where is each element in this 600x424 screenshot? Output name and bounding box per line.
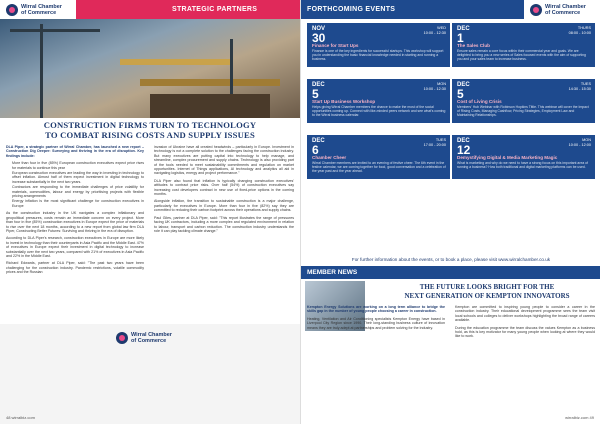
event-description: Members' Hub Webinar with Robinson Hopkins Tittle. This webinar will cover the Impact of Rising Costs, Managing Cashflow, Pricing Strategies, Employment Law and Maintaining Relationships. [457,105,589,117]
article-lead: DLA Piper, a strategic partner of Wirral Chamber, has launched a new report – Construction Dig Deeper: Surveying and thriving in the era of disruption. Key findings include: [6,145,144,158]
event-description: Ensure sales remain a core focus within their commercial year and goals. We are delighted to bring you a new series of Sales focused events with the aim of supporting you and your sales team to increase business. [457,49,586,61]
article-column-2 [154,145,294,321]
event-card[interactable] [452,135,595,179]
ad-logo: Wirral Chamber of Commerce [116,332,172,344]
paragraph: As the construction industry in the UK navigates a complex inflationary and geopolitical pressures, costs remain an immediate concern on every project. More than four in five (85%) construction executives in Europe expect the price of materials to rise over the next 18 months, according to a new report from global law firm DLA Piper, Constructing Better Futures: Surviving and thriving in the era of disruption. [6,211,144,233]
event-day: 30 [312,31,326,45]
event-title: Start Up Business Workshop [312,99,376,104]
event-title: Finance for Start Ups [312,43,359,48]
paragraph: Richard Edwards, partner at DLA Piper, said: "The past two years have been challenging for the construction industry. Pandemic restrictions, volatile commodity prices and the Russian [6,261,144,275]
event-card[interactable] [452,79,595,123]
event-description: Helps giving Wirral Chamber members the chance to make the most of the social opportunities coming up. Connect with like-minded peers network and see what's coming to the Wirral business calendar. [312,105,446,117]
chamber-logo: Wirral Chamber of Commerce [524,0,600,19]
event-day: 5 [457,87,464,101]
events-further-info: For further information about the events, or to book a place, please visit www.wirralchamber.co.uk [351,257,551,262]
event-weekday: THURS [577,26,591,30]
chamber-logo-icon [6,4,18,16]
event-time: 08:00 - 10:00 [568,30,591,35]
paragraph: Heating, Ventilation and Air Conditioning specialists Kempton Energy have based in Liverpool City Region since 1990. Their long-standing business culture of innovation means they are truly adept at partnerships and problem solving for the industry. [307,316,445,330]
page-folio-right: wirralbiz.com 49 [565,415,594,420]
event-month: DEC [457,138,470,144]
paragraph: According to DLA Piper's research, construction executives in Europe are more likely to invest in technology than their counterparts in Asia Pacific and the Middle East. 47% of executives in Europe expect their investment in digital technology to increase substantially over the next two years, compared with 21% of executives in Asia Pacific and 22% in the Middle East. [6,236,144,258]
event-description: Wirral Chamber members are invited to an evening of festive cheer. The 6th event in the festive calendar, we are coming together for food, good conversation and a celebration of the year past and the year ahead. [312,161,446,173]
news-column-1 [307,305,445,417]
chamber-logo-icon [116,332,128,344]
logo-line1: Wirral Chamber [21,3,62,10]
event-day: 1 [457,31,464,45]
event-time: 17:00 - 20:00 [423,142,446,147]
event-month: DEC [457,26,470,32]
event-title: Chamber Cheer [312,155,347,160]
logo-line2: of Commerce [21,9,57,16]
event-weekday: TUES [435,138,446,142]
paragraph: DLA Piper also found that inflation is typically changing construction executives' attitudes to contract price risks. Over half (54%) of construction executives say increasing cost developers contract in new use of fixed-price options in the coming months. [154,178,294,197]
member-news-bar: MEMBER NEWS [301,266,600,279]
events-grid [301,19,600,255]
news-headline: THE FUTURE LOOKS BRIGHT FOR THE NEXT GENERATION OF KEMPTON INNOVATORS [404,283,570,300]
chamber-logo-icon [530,4,542,16]
event-description: Finance is one of the key ingredients for successful startups. This workshop will support you in understanding the basic financial knowledge needed in starting and running a business. [312,49,444,61]
paragraph: During the education programme the team discuss the values Kempton as a business hold, as this is key motivator for many young people when looking at where they would like to work. [455,325,595,339]
event-weekday: WED [437,26,446,30]
list-item: • More than four in five (85%) European construction executives expect price rises for materials to continue this year [12,161,144,170]
article-headline: CONSTRUCTION FIRMS TURN TO TECHNOLOGY TO COMBAT RISING COSTS AND SUPPLY ISSUES [43,120,257,140]
section-title: STRATEGIC PARTNERS [172,6,258,13]
key-findings-list [12,161,144,208]
event-day: 6 [312,143,319,157]
event-time: 10:00 - 12:30 [423,86,446,91]
event-month: NOV [312,26,326,32]
news-column-2 [455,305,595,417]
paragraph: invasion of Ukraine have all created headwinds – particularly in Europe. Investment in technology is not a complete solution to the challenges facing the construction industry. But many executives are putting capital into technology to help manage, and streamline, complex procurement and supply chains. Technology is also providing part of the tools needed to meet sustainability commitments and regulation on market opportunities. Internet of Things applications, AI technology and analytics all aid in navigating logistics, energy and project performance." [154,145,294,176]
list-item: • Contractors are responding to the immediate challenges of price volatility for materials, commodities, labour and energy by prioritising projects with flexible pricing arrangements [12,185,144,198]
chamber-logo [0,0,76,19]
list-item: • European construction executives are leading the way in investing in technology to offset inflation. Almost half of them expect investment in digital technology to increase substantially in the next two years. [12,171,144,184]
paragraph: Kempton are committed to inspiring young people to consider a career in the construction industry. Their educational development programme sees the team visit local schools and colleges to deliver workshops highlighting the broad range of careers available. [455,305,595,323]
event-card[interactable] [452,23,595,67]
list-item: • Energy inflation is the most significant challenge for construction executives in Europe [12,199,144,208]
event-month: DEC [312,82,325,88]
event-weekday: MON [437,82,446,86]
event-description: What is marketing and why do we need to have a strong focus on this important area of running a business? How both traditional and digital marketing platforms can be used. [457,161,588,169]
event-card[interactable] [307,23,450,67]
event-time: 10:00 - 12:30 [423,30,446,35]
news-lead: Kempton Energy Solutions are working on a long term alliance to bridge the skills gap in the number of young people choosing a career in construction. [307,305,445,314]
event-month: DEC [457,82,470,88]
event-month: DEC [312,138,325,144]
chamber-ad-box [0,324,300,424]
event-title: The Sales Club [457,43,490,48]
construction-hero-image [0,19,300,118]
event-card[interactable] [307,79,450,123]
event-weekday: MON [582,138,591,142]
page-folio-left: 48 wirralbiz.com [6,415,35,420]
section-bar [76,0,300,19]
paragraph: Paul Giles, partner at DLA Piper, said: "This report illustrates the range of pressures facing UK contractors, including a more complex and regulated environment in relation to labour, transport and carbon reduction. The construction industry understands the role it can play tackling climate change." [154,215,294,233]
right-page [300,0,600,424]
section-title: FORTHCOMING EVENTS [307,6,396,13]
event-day: 12 [457,143,471,157]
event-title: Demystifying Digital & Media Marketing Magic [457,155,558,160]
article-column-1 [6,145,144,321]
paragraph: Alongside inflation, the transition to sustainable construction is a major challenge, particularly for executives in Europe. More than four in five (82%) say they are committed to reducing their carbon footprint across their operations and supply chains. [154,199,294,213]
event-card[interactable] [307,135,450,179]
left-header [0,0,300,19]
event-title: Cost of Living Crisis [457,99,502,104]
event-day: 5 [312,87,319,101]
event-weekday: TUES [580,82,591,86]
event-time: 14:30 - 15:30 [568,86,591,91]
event-time: 10:00 - 12:00 [568,142,591,147]
